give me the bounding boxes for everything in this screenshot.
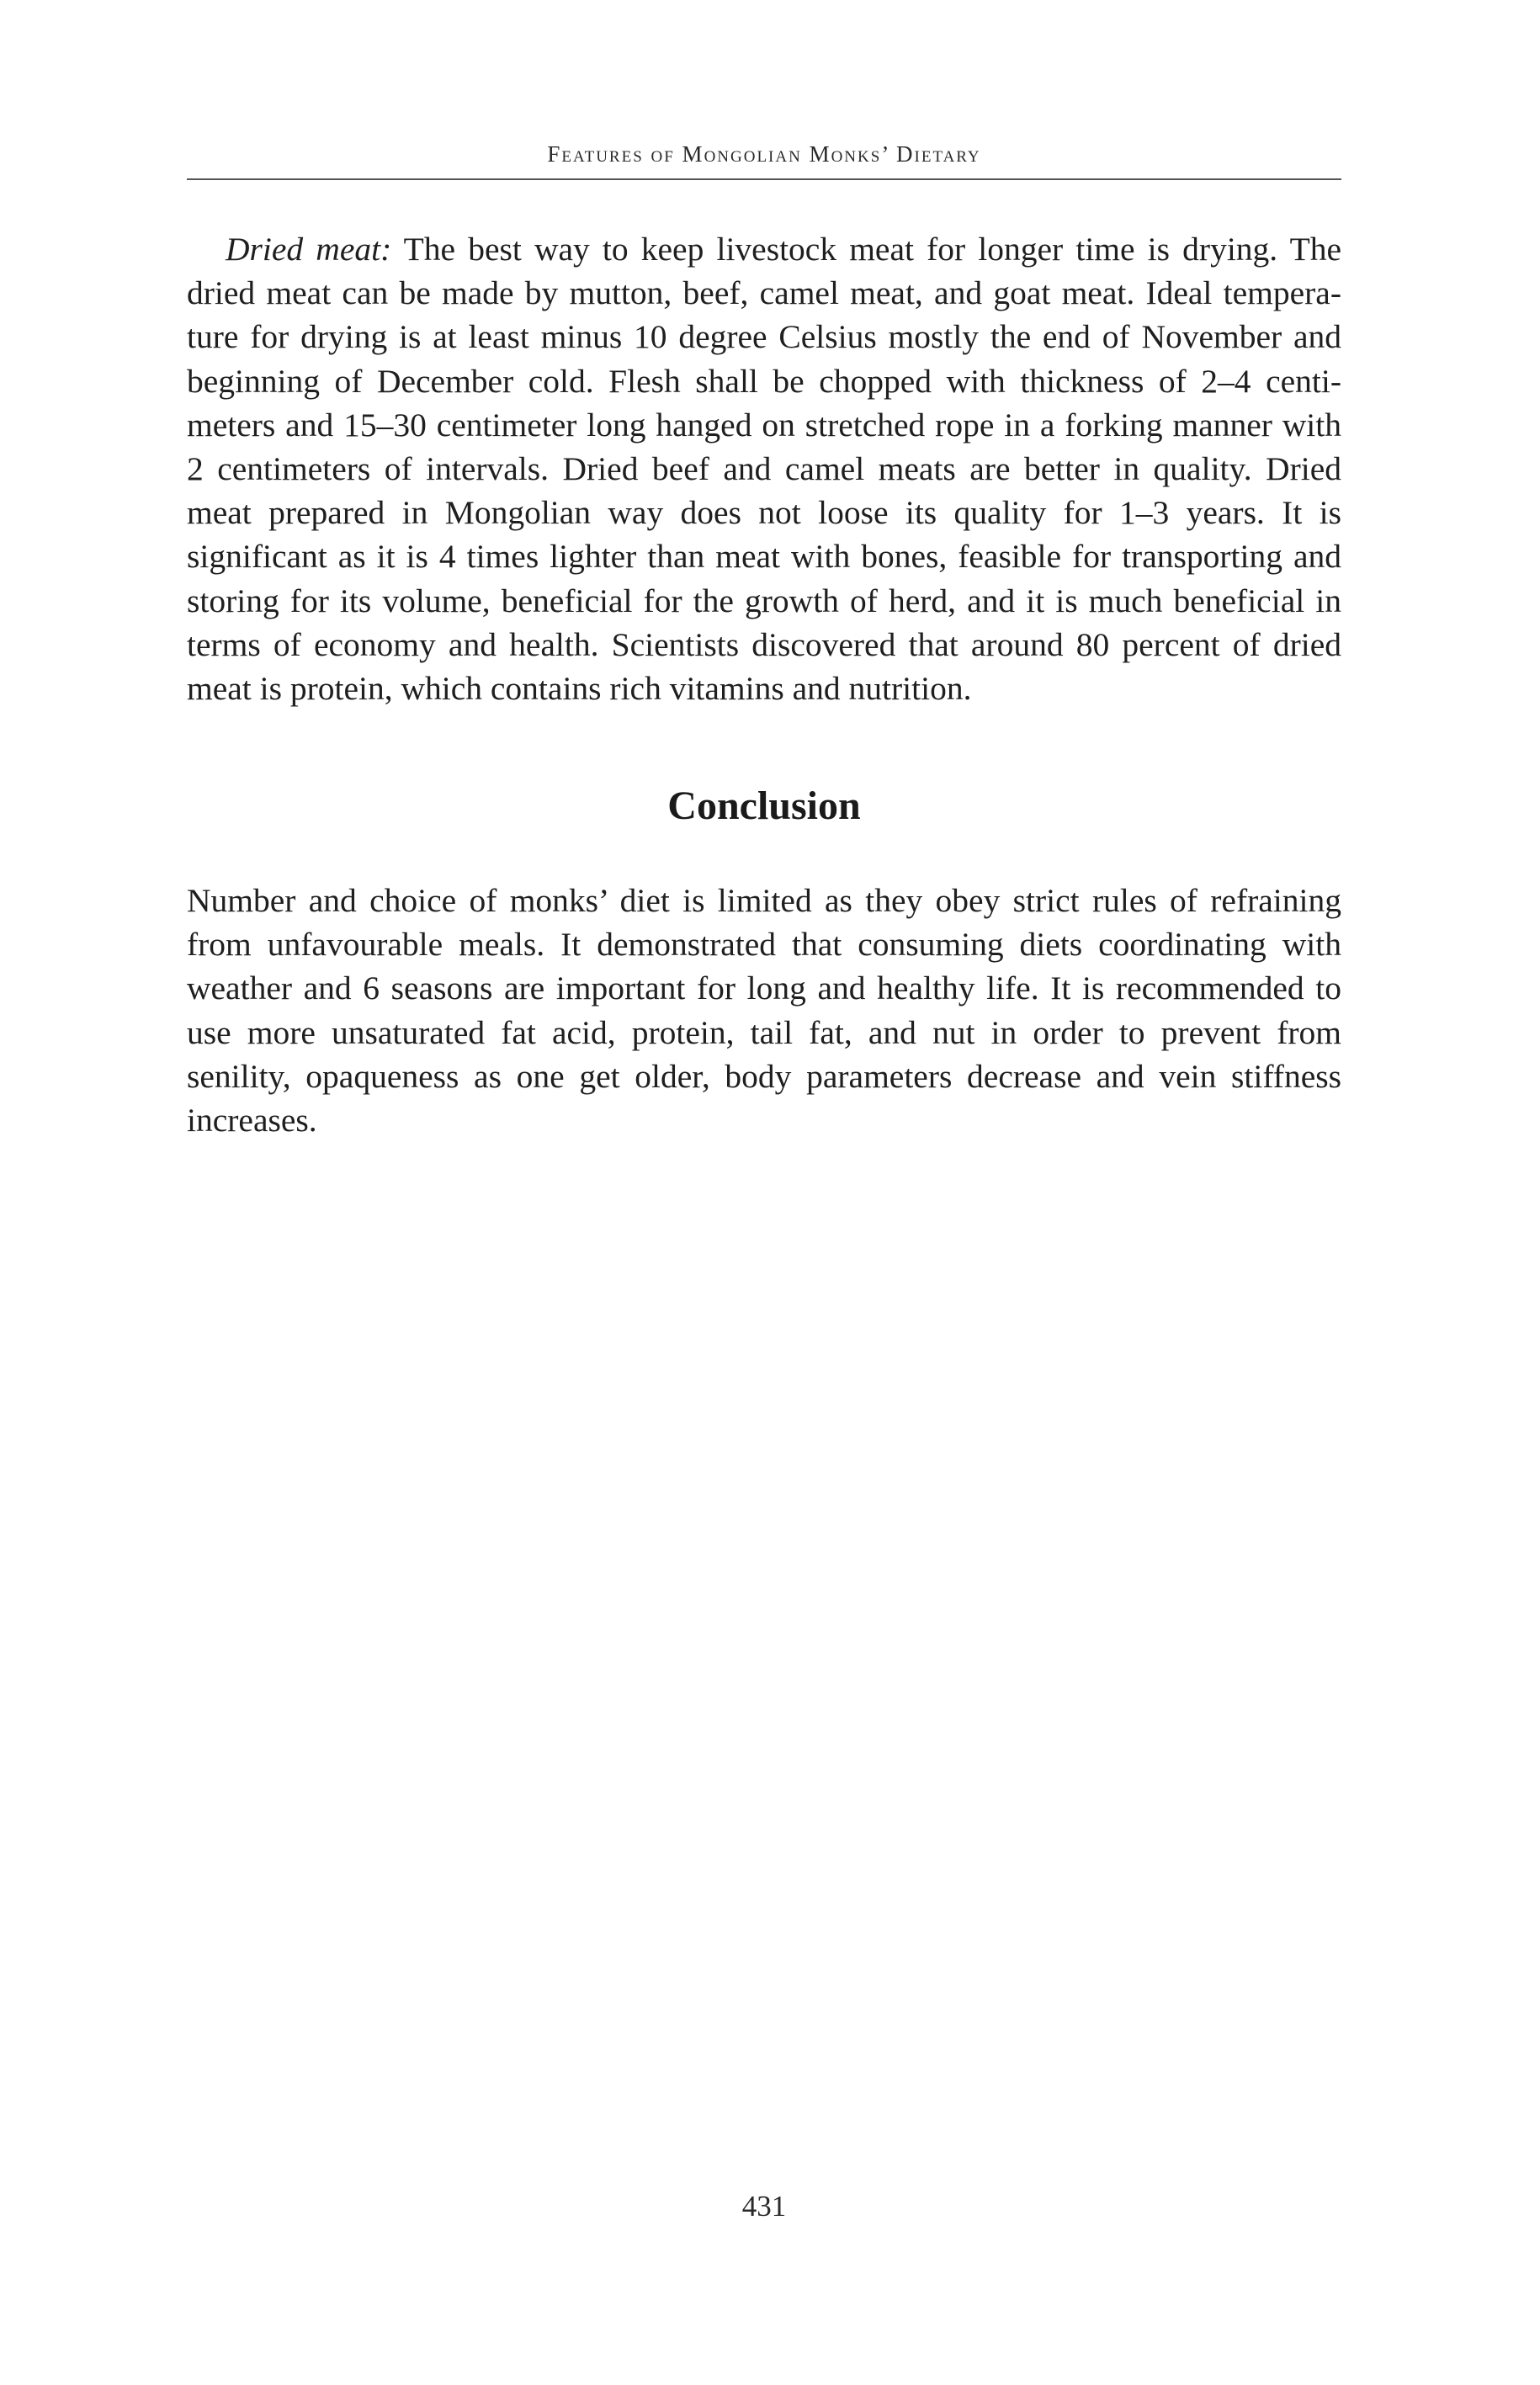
dried-meat-body: The best way to keep livestock meat for longer time is drying. The dried meat can be made by mutton, beef, camel meat, and goat meat. Ideal temperature for drying is at least minus 10 degree Celsius mostly the end of November and beginning of December cold. Flesh shall be chopped with thickness of 2–4 centimeters and 15–30 centimeter long hanged on stretched rope in a forking manner with 2 centimeters of intervals. Dried beef and camel meats are better in quality. Dried meat prepared in Mongolian way does not loose its quality for 1–3 years. It is significant as it is 4 times lighter than meat with bones, feasible for transporting and storing for its volume, beneficial for the growth of herd, and it is much beneficial in terms of economy and health. Scientists discovered that around 80 percent of dried meat is protein, which contains rich vitamins and nutrition. [187, 231, 1342, 708]
book-page [187, 0, 1341, 2385]
header-rule [187, 178, 1341, 180]
conclusion-heading: Conclusion [667, 783, 861, 828]
conclusion-paragraph: Number and choice of monks’ diet is limited as they obey strict rules of refraining from unfavourable meals. It demonstrated that consuming diets coordinating with weather and 6 seasons are important for long and healthy life. It is recommended to use more unsaturated fat acid, protein, tail fat, and nut in order to prevent from senility, opaqueness as one get older, body parameters decrease and vein stiffness increases. [187, 882, 1341, 1139]
dried-meat-paragraph [187, 227, 1341, 710]
running-header: Features of Mongolian Monks’ Dietary [547, 141, 981, 167]
dried-meat-lead: Dried meat: [226, 231, 392, 268]
page-number: 431 [741, 2190, 787, 2223]
